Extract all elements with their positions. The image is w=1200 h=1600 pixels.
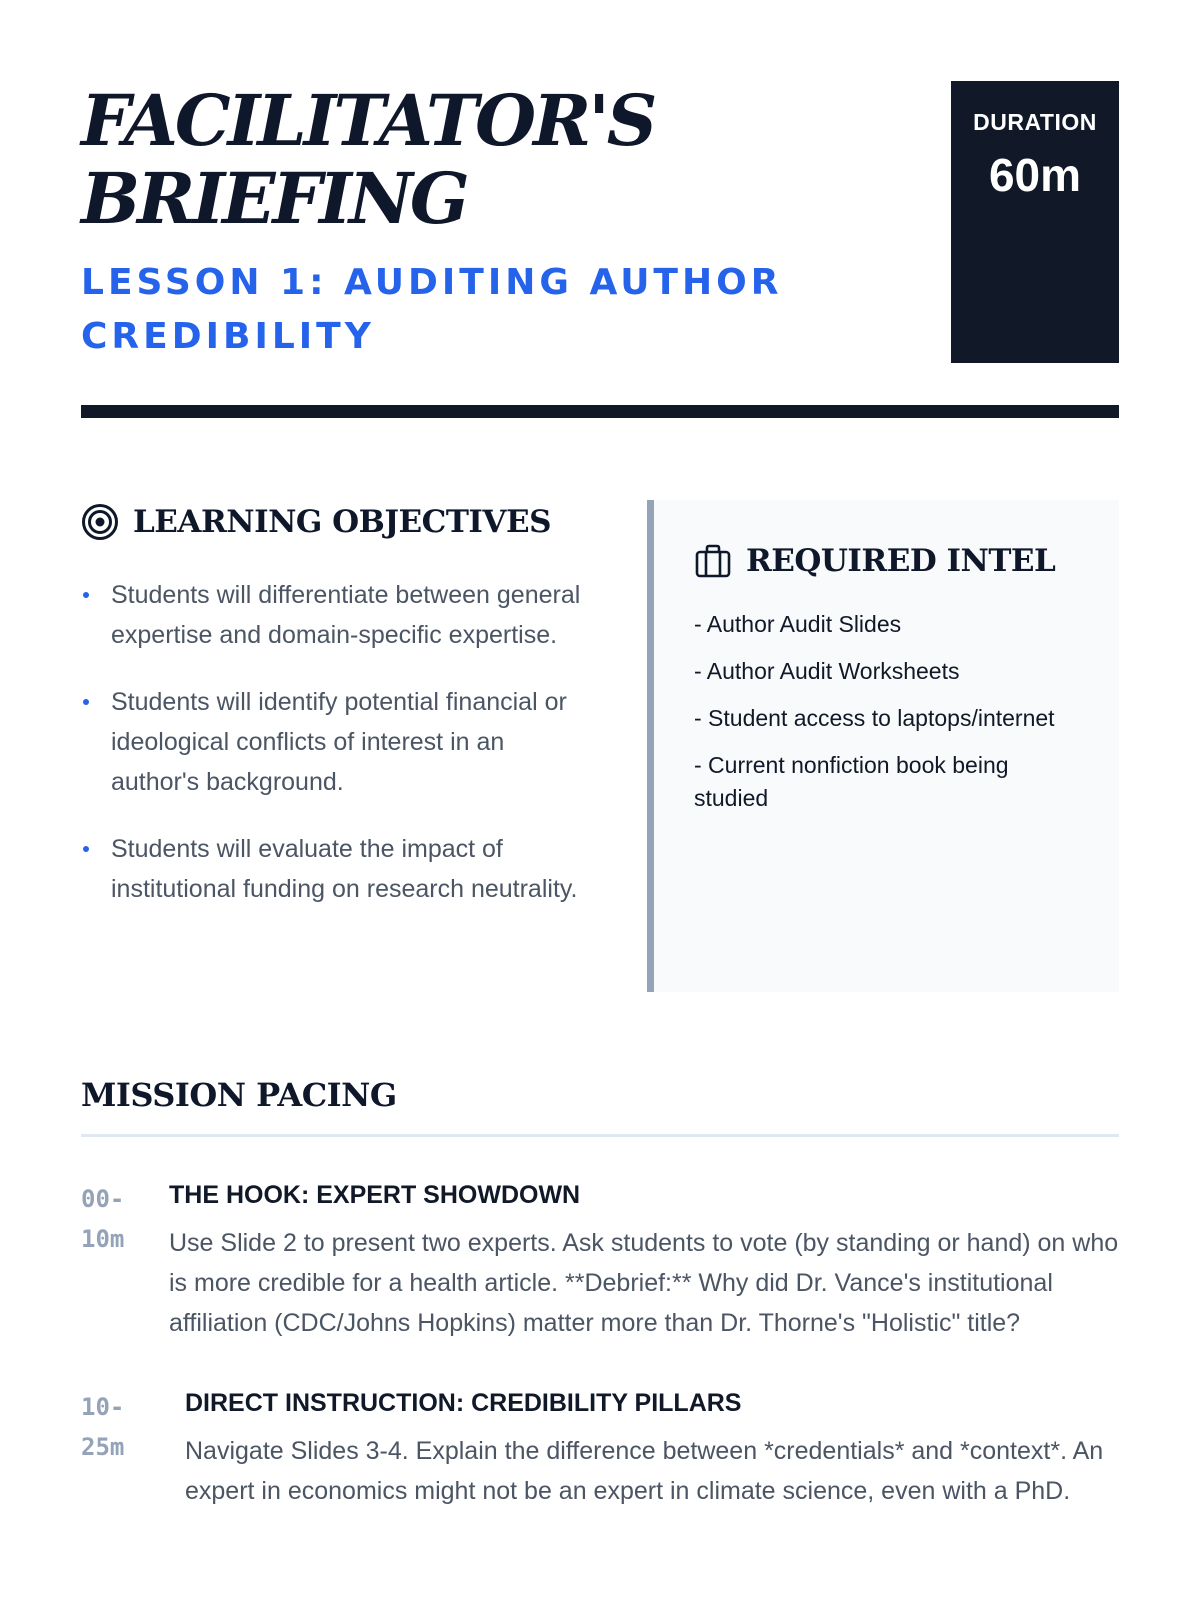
pacing-block-title: DIRECT INSTRUCTION: CREDIBILITY PILLARS bbox=[185, 1389, 742, 1417]
header bbox=[81, 0, 1119, 418]
pacing-block-body bbox=[185, 1387, 1119, 1511]
list-item: - Student access to laptops/internet bbox=[694, 705, 1055, 731]
learning-objectives-section bbox=[81, 503, 581, 936]
time-range: 10- 25m bbox=[81, 1393, 125, 1461]
intel-list bbox=[694, 608, 1079, 815]
pacing-block-body bbox=[169, 1179, 1119, 1343]
learning-objectives-heading bbox=[81, 503, 581, 541]
duration-label: DURATION bbox=[973, 109, 1097, 135]
list-item: - Author Audit Worksheets bbox=[694, 658, 960, 684]
required-intel-title: REQUIRED INTEL bbox=[746, 543, 1056, 579]
learning-objectives-title: LEARNING OBJECTIVES bbox=[133, 504, 551, 540]
briefcase-icon bbox=[694, 542, 732, 580]
list-item: Students will differentiate between general expertise and domain-specific expertise. bbox=[81, 575, 581, 655]
required-intel-panel bbox=[647, 500, 1119, 992]
mission-pacing-section bbox=[81, 993, 1119, 1511]
list-item: - Author Audit Slides bbox=[694, 611, 902, 637]
pacing-block bbox=[81, 1387, 1119, 1511]
time-range: 00- 10m bbox=[81, 1185, 125, 1253]
objectives-list bbox=[81, 575, 581, 909]
list-item: Students will identify potential financial or ideological conflicts of interest in an author's background. bbox=[81, 682, 581, 802]
pacing-block-title: THE HOOK: EXPERT SHOWDOWN bbox=[169, 1181, 581, 1209]
pacing-block-description: Navigate Slides 3-4. Explain the difference between *credentials* and *context*. An expert in economics might not be an expert in climate science, even with a PhD. bbox=[185, 1437, 1104, 1505]
header-divider bbox=[81, 405, 1119, 418]
pacing-block bbox=[81, 1179, 1119, 1343]
pacing-block-description: Use Slide 2 to present two experts. Ask students to vote (by standing or hand) on who is more credible for a health article. **Debrief:** Why did Dr. Vance's institutional affiliation (CDC/Johns Hopkins) matter more than Dr. Thorne's "Holistic" title? bbox=[169, 1229, 1119, 1337]
target-icon bbox=[81, 503, 119, 541]
page-title: FACILITATOR'S BRIEFING bbox=[81, 79, 655, 240]
mission-pacing-heading: MISSION PACING bbox=[81, 993, 1119, 1137]
list-item: - Current nonfiction book being studied bbox=[694, 752, 1009, 811]
lesson-subtitle: LESSON 1: AUDITING AUTHOR CREDIBILITY bbox=[81, 262, 783, 357]
objectives-and-intel bbox=[81, 418, 1119, 993]
list-item: Students will evaluate the impact of institutional funding on research neutrality. bbox=[81, 829, 581, 909]
duration-box bbox=[951, 81, 1119, 363]
duration-value: 60m bbox=[988, 149, 1082, 201]
required-intel-heading bbox=[694, 542, 1079, 580]
